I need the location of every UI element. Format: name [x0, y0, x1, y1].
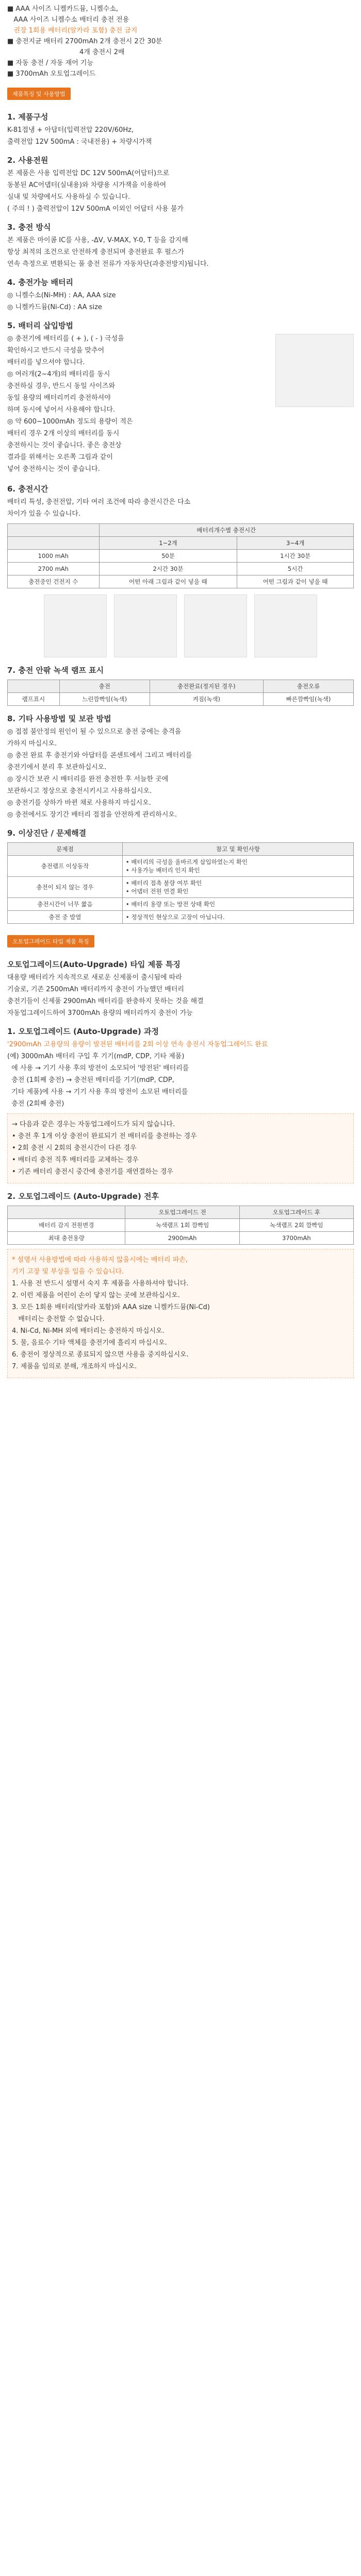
text-line: ◎ 충전기에 배터리를 ( + ), ( - ) 극성을: [7, 335, 124, 343]
text-line: 배터리를 넣으셔야 합니다.: [7, 359, 85, 366]
table-cell: 느린깜빡임(녹색): [59, 693, 150, 706]
intro-line: AAA 사이즈 니켈수소 배터리 충전 전용: [13, 16, 129, 24]
text-line: 동봉된 AC어댑터(실내용)와 차량용 시가잭을 이용하여: [7, 181, 167, 189]
caution-item: 5. 물, 음료수 기타 액체를 충전기에 흘리지 마십시오.: [12, 1339, 167, 1347]
section-label-auto: 오토업그레이드 타입 제품 특징: [7, 935, 94, 947]
table-row: [8, 575, 354, 588]
section-title: 1. 제품구성: [7, 112, 48, 122]
table-cell: • 배터리의 극성을 올바르게 삽입하였는지 확인 • 사용가능 배터리 인지 확인: [122, 856, 353, 877]
intro-line: ■ 자동 충전 / 자동 재어 기능: [7, 59, 94, 67]
table-row: [8, 856, 354, 877]
section-title: 오토업그레이드(Auto-Upgrade) 타입 제품 특징: [7, 960, 180, 969]
text-line: ◎ 니켈수소(Ni-MH) : AA, AAA size: [7, 292, 116, 299]
battery-illustration: [254, 595, 317, 657]
section-title: 2. 오토업그레이드 (Auto-Upgrade) 전후: [7, 1192, 159, 1201]
insert-block: [7, 334, 354, 476]
text-line: 본 제품은 마이콤 IC를 사용, -ΔV, V-MAX, Y-0, T 등을 감지해: [7, 236, 188, 244]
charge-time-table: [7, 523, 354, 588]
table-row: [8, 693, 354, 706]
section-title: 2. 사용전원: [7, 156, 48, 165]
table-header: 충전: [59, 680, 150, 693]
section-title: 4. 충전가능 배터리: [7, 278, 74, 287]
caution-item: 4. Ni-Cd, Ni-MH 외에 배터리는 충전하지 마십시오.: [12, 1327, 165, 1335]
table-cell: 1000 mAh: [8, 550, 100, 563]
section-title: 8. 기타 사용방법 및 보관 방법: [7, 714, 111, 723]
table-header: [8, 524, 100, 537]
table-cell: 충전시간이 너무 짧음: [8, 898, 123, 911]
section-title: 6. 충전시간: [7, 484, 48, 494]
table-cell: 2시간 30분: [99, 563, 237, 575]
table-header: 오토업그레이드 전: [125, 1206, 239, 1219]
text-line: 넣어 충전하시는 것이 좋습니다.: [7, 465, 100, 473]
text-line: 에 사용 → 기기 사용 후의 방전이 소모되어 '방전된' 배터리를: [7, 1064, 189, 1072]
battery-insert-illustration: [275, 334, 354, 407]
table-cell: 배터리 감지 전원변경: [8, 1219, 125, 1232]
table-cell: 최대 충전용량: [8, 1232, 125, 1245]
text-line: 충전하실 경우, 반드시 동일 사이즈와: [7, 382, 116, 390]
table-cell: 2900mAh: [125, 1232, 239, 1245]
text-line: 충전 (1회째 충전) → 충전된 배터리를 기기(mdP, CDP,: [7, 1076, 174, 1084]
table-cell: 어떤 그림과 같이 넣을 때: [237, 575, 354, 588]
table-cell: 충전중인 건전지 수: [8, 575, 100, 588]
text-line: 충전 (2회째 충전): [7, 1100, 64, 1108]
section-title: 7. 충전 안팎 녹색 램프 표시: [7, 666, 104, 675]
text-line: 항상 최적의 조건으로 안전하게 충전되며 충전완료 후 펄스가: [7, 248, 184, 256]
table-cell: 3700mAh: [239, 1232, 353, 1245]
intro-line: 4개 충전시 2배: [79, 48, 125, 56]
page-end: [7, 1382, 354, 1393]
text-line: 기타 제품)에 사용 → 기기 사용 후의 방전이 소모된 배터리를: [7, 1088, 188, 1096]
intro-block: [7, 5, 354, 79]
text-line: 충전기들이 신제품 2900mAh 배터리를 완충하지 못하는 것을 해결: [7, 997, 204, 1005]
table-header: 1~2개: [99, 537, 237, 550]
text-line: ( 주의 ! ) 출력전압이 12V 500mA 이외인 어답터 사용 불가: [7, 205, 184, 213]
section-title: 3. 충전 방식: [7, 223, 51, 232]
text-line: 충전기에서 분리 후 보관하십시오.: [7, 764, 107, 771]
table-header: 문제점: [8, 843, 123, 856]
text-line: ◎ 충전 완료 후 충전기와 아답터를 콘센트에서 그리고 배터리를: [7, 752, 192, 759]
table-cell: 충전 중 발열: [8, 911, 123, 924]
text-line: 충전하시는 것이 좋습니다. 좋은 충전상: [7, 442, 122, 449]
caution-item: 6. 충전이 정상적으로 종료되지 않으면 사용을 중지하십시오.: [12, 1351, 189, 1359]
text-line: ◎ 니켈카드뮴(Ni-Cd) : AA size: [7, 303, 102, 311]
table-row: [8, 550, 354, 563]
table-cell: 빠른깜빡임(녹색): [264, 693, 354, 706]
table-header: 오토업그레이드 후: [239, 1206, 353, 1219]
text-line: • 배터리 충전 직후 배터리를 교체하는 경우: [12, 1156, 139, 1164]
text-line: 차이가 있을 수 있습니다.: [7, 510, 81, 518]
upgrade-table: [7, 1206, 354, 1245]
table-row: [8, 1219, 354, 1232]
caution-item: 배터리는 충전할 수 없습니다.: [12, 1315, 105, 1323]
table-cell: 2700 mAh: [8, 563, 100, 575]
text-line: 확인하시고 반드시 극성을 맞추어: [7, 347, 105, 354]
text-line: 가하지 마십시오.: [7, 740, 57, 748]
text-line: 연속 측정으로 변환되는 풀 충전 전류가 자동차단(과충전방지)됩니다.: [7, 260, 209, 268]
caution-item: 7. 제품을 임의로 분해, 개조하지 마십시오.: [12, 1363, 137, 1370]
text-line: ◎ 접점 불안정의 원인이 될 수 있으므로 충전 중에는 충격을: [7, 728, 182, 736]
caution-intro: 기기 고장 및 부상을 입을 수 있습니다.: [12, 1268, 124, 1276]
table-header: [8, 680, 60, 693]
table-cell: 충전이 되지 않는 경우: [8, 877, 123, 898]
caution-item: 1. 사용 전 반드시 설명서 숙지 후 제품을 사용하셔야 합니다.: [12, 1280, 189, 1287]
table-cell: 램프표시: [8, 693, 60, 706]
battery-illustration: [114, 595, 177, 657]
section-label-usage: 제품특징 및 사용방법: [7, 88, 71, 100]
text-line: 본 제품은 사용 입력전압 DC 12V 500mA(어답터)으로: [7, 170, 170, 177]
table-cell: 녹색램프 1회 깜빡임: [125, 1219, 239, 1232]
text-line: 자동업그레이드하여 3700mAh 용량의 배터리까지 충전이 가능: [7, 1009, 193, 1017]
table-cell: • 배터리 접촉 불량 여부 확인 • 어댑터 전원 연결 확인: [122, 877, 353, 898]
text-line: 대용량 배터리가 지속적으로 새로운 신제품이 출시됨에 따라: [7, 974, 182, 981]
table-cell: 충전램프 이상동작: [8, 856, 123, 877]
table-header: [8, 1206, 125, 1219]
intro-line: ■ 충전지균 배터리 2700mAh 2개 충전시 2간 30분: [7, 38, 162, 45]
intro-line: ■ 3700mAh 오토업그레이드: [7, 70, 96, 78]
text-line: • 충전 후 1개 이상 충전이 완료되기 전 배터리를 충전하는 경우: [12, 1132, 197, 1140]
text-line: 배터리 특성, 충전전압, 기타 여러 조건에 따라 충전시간은 다소: [7, 498, 191, 506]
caution-item: 2. 이런 제품을 어린이 손이 닿지 않는 곳에 보관하십시오.: [12, 1292, 180, 1299]
text-line: • 2회 충전 시 2회의 충전시간이 다른 경우: [12, 1144, 137, 1152]
text-line: → 다음과 같은 경우는 자동업그레이드가 되지 않습니다.: [12, 1121, 175, 1128]
table-cell: 5시간: [237, 563, 354, 575]
text-line: 배터리 경우 2개 이상의 배터리를 동시: [7, 430, 120, 437]
section-title: 5. 배터리 삽입방법: [7, 321, 74, 330]
table-cell: • 배터리 용량 또는 방전 상태 확인: [122, 898, 353, 911]
text-line: 결과를 위해서는 오른쪽 그림과 같이: [7, 453, 113, 461]
auto-notes: [7, 1113, 354, 1183]
text-line: (예) 3000mAh 배터리 구입 후 기기(mdP, CDP, 기타 제품): [7, 1053, 185, 1060]
table-cell: 켜짐(녹색): [150, 693, 263, 706]
intro-line: ■ AAA 사이즈 니켈카드뮴, 니켈수소,: [7, 5, 119, 13]
battery-illustration: [184, 595, 247, 657]
text-line: 하며 동시에 넣어서 사용해야 합니다.: [7, 406, 116, 414]
text-line: '2900mAh 고용량의 용량이 발전된 배터리를 2회 이상 연속 충전시 자동업그레이드 완료: [7, 1041, 268, 1048]
table-row: [8, 1232, 354, 1245]
section-title: 9. 이상진단 / 문제해결: [7, 828, 87, 838]
intro-line: 권장 1회용 배터리(알카라 포함) 충전 금지: [13, 27, 138, 35]
text-line: ◎ 충전기를 상하가 바뀐 채로 사용하지 마십시오.: [7, 799, 151, 807]
table-row: [8, 911, 354, 924]
battery-illustration: [44, 595, 107, 657]
table-cell: 50분: [99, 550, 237, 563]
trouble-table: [7, 842, 354, 924]
table-cell: 1시간 30분: [237, 550, 354, 563]
table-header: 참고 및 확인사항: [122, 843, 353, 856]
table-row: [8, 563, 354, 575]
text-line: ◎ 장시간 보관 시 배터리를 완전 충전한 후 서늘한 곳에: [7, 775, 169, 783]
table-row: [8, 898, 354, 911]
caution-intro: * 설명서 사용방법에 따라 사용하지 않을시에는 배터리 파손,: [12, 1256, 188, 1264]
battery-illustrations: [7, 595, 354, 657]
text-line: 출력전압 12V 500mA : 국내전용) + 차량시가잭: [7, 138, 152, 146]
text-line: ◎ 여러개(2~4개)의 배터리를 동시: [7, 370, 110, 378]
caution-item: 3. 모든 1회용 배터리(알카라 포함)와 AAA size 니켈카드뮴(Ni-Cd): [12, 1303, 210, 1311]
text-line: K-81접냉 + 아답터(입력전압 220V/60Hz,: [7, 126, 134, 134]
caution-block: [7, 1249, 354, 1378]
section-title: 1. 오토업그레이드 (Auto-Upgrade) 과정: [7, 1027, 159, 1036]
table-header: 배터리개수별 충전시간: [99, 524, 353, 537]
table-cell: • 정상적인 현상으로 고장이 아닙니다.: [122, 911, 353, 924]
table-header: 충전오류: [264, 680, 354, 693]
text-line: 동일 용량의 배터리끼리 충전하셔야: [7, 394, 111, 402]
text-line: • 기존 배터리 충전시 중간에 충전기를 재연결하는 경우: [12, 1168, 173, 1176]
text-line: 보관하시고 정상으로 충전시키시고 사용하십시오.: [7, 787, 152, 795]
table-cell: 녹색램프 2회 깜빡임: [239, 1219, 353, 1232]
lamp-table: [7, 680, 354, 706]
text-line: 기술로, 기존 2500mAh 배터리까지 충전이 가능했던 배터리: [7, 986, 184, 993]
table-header: 3~4개: [237, 537, 354, 550]
table-cell: 어떤 아래 그림과 같이 넣을 때: [99, 575, 237, 588]
text-line: ◎ 충전에서도 장기간 배터리 접점을 안전하게 관리하시오.: [7, 811, 177, 819]
table-row: [8, 877, 354, 898]
table-header: 충전완료(정지된 경우): [150, 680, 263, 693]
table-header: [8, 537, 100, 550]
text-line: ◎ 약 600~1000mAh 정도의 용량이 적은: [7, 418, 133, 426]
text-line: 실내 및 차량에서도 사용하실 수 있습니다.: [7, 193, 130, 201]
